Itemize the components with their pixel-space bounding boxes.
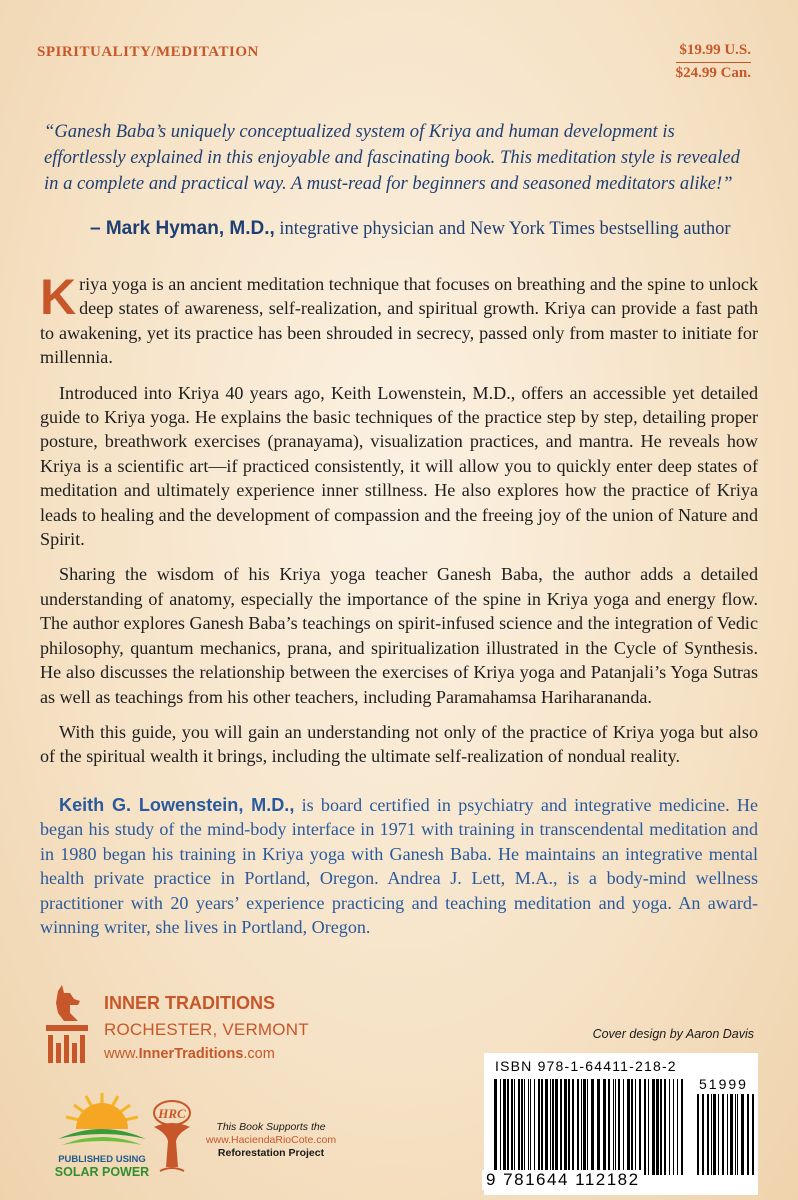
drop-cap: K	[40, 269, 77, 325]
description-paragraph-3: Sharing the wisdom of his Kriya yoga teacher Ganesh Baba, the author adds a detailed understanding of anatomy, especially the importance of the spine in Kriya yoga and energy flow. The author explores Ganesh Baba’s teachings on spirit-infused science and the integration of Vedic philosophy, quantum mechanics, prana, and spiritualization illustrated in the Cycle of Synthesis. He also discusses the relationship between the exercises of Kriya yoga and Patanjali’s Yoga Sutras as well as teachings from his other teachers, including Paramahamsa Hariharananda.	[40, 564, 758, 707]
endorsement-quote: “Ganesh Baba’s uniquely conceptualized system of Kriya and human development is effortlessly explained in this enjoyable and fascinating book. This meditation style is revealed in a complete and practical way. A must-read for beginners and seasoned meditators alike!”	[44, 121, 740, 194]
url-suffix: .com	[243, 1046, 275, 1062]
quote-dash: –	[90, 218, 106, 239]
category-label: SPIRITUALITY/MEDITATION	[37, 44, 259, 60]
quote-attribution	[90, 218, 731, 240]
hrc-logo-text: HRC	[158, 1106, 186, 1121]
description-paragraph-4: With this guide, you will gain an understanding not only of the practice of Kriya yoga but also of the spiritual wealth it brings, including the ultimate self-realization of nondual reality.	[40, 721, 758, 767]
price-code-addon: 51999	[699, 1076, 748, 1092]
barcode-addon-icon	[697, 1094, 757, 1175]
description-paragraph-2: Introduced into Kriya 40 years ago, Keith Lowenstein, M.D., offers an accessible yet detailed guide to Kriya yoga. He explains the basic techniques of the practice step by step, detailing proper posture, breathwork exercises (pranayama), visualization practices, and mantra. He reveals how Kriya is a scientific art—if practiced consistently, it will allow you to quickly enter deep states of meditation and ultimately experience inner stillness. He also explores how the practice of Kriya leads to healing and the development of compassion and the freeing joy of the union of Nature and Spirit.	[40, 382, 758, 550]
price-can: $24.99 Can.	[675, 65, 751, 81]
price-block	[676, 40, 751, 84]
publisher-city: ROCHESTER, VERMONT	[104, 1020, 309, 1039]
solar-line-2: SOLAR POWER	[54, 1165, 150, 1179]
quote-author-description: integrative physician and New York Times bestselling author	[274, 219, 731, 239]
cover-credit: Cover design by Aaron Davis	[592, 1027, 754, 1041]
author-name: Keith G. Lowenstein, M.D.,	[59, 795, 295, 815]
price-us: $19.99 U.S.	[676, 40, 751, 63]
author-bio	[40, 793, 758, 939]
ean-digits: 9 781644 112182	[482, 1170, 644, 1190]
url-bold: InnerTraditions	[138, 1046, 244, 1062]
anubis-logo-icon	[44, 985, 90, 1065]
author-bio-text: is board certified in psychiatry and integrative medicine. He began his study of the mind-body interface in 1971 with training in transcendental meditation and in 1980 began his training in Kriya yoga with Ganesh Baba. He maintains an integrative mental health private practice in Portland, Oregon. Andrea J. Lett, M.A., is a body-mind wellness practitioner with 20 years’ experience practicing and teaching meditation and yoga. An award-winning writer, she lives in Portland, Oregon.	[40, 795, 758, 938]
hrc-line-1: This Book Supports the	[216, 1121, 326, 1133]
barcode-main-icon	[494, 1079, 684, 1175]
hrc-line-3: Reforestation Project	[217, 1147, 325, 1159]
paragraph-1-text: riya yoga is an ancient meditation technique that focuses on breathing and the spine to unlock deep states of awareness, self-realization, and spiritual growth. Kriya can provide a fast path to awakening, yet its practice has been shrouded in secrecy, passed only from master to initiate for millennia.	[40, 274, 758, 368]
hrc-text-block	[196, 1121, 346, 1160]
url-prefix: www.	[104, 1046, 139, 1062]
publisher-url	[104, 1046, 275, 1062]
publisher-name: INNER TRADITIONS	[104, 993, 275, 1013]
isbn-number: ISBN 978-1-64411-218-2	[495, 1058, 677, 1074]
hrc-url: www.HaciendaRioCote.com	[205, 1134, 337, 1146]
book-description	[40, 269, 758, 780]
quote-author: Mark Hyman, M.D.,	[105, 218, 275, 239]
solar-power-logo-icon	[50, 1085, 155, 1185]
solar-line-1: PUBLISHED USING	[58, 1154, 146, 1165]
description-paragraph-1	[40, 269, 758, 370]
hrc-tree-logo-icon	[148, 1097, 196, 1177]
